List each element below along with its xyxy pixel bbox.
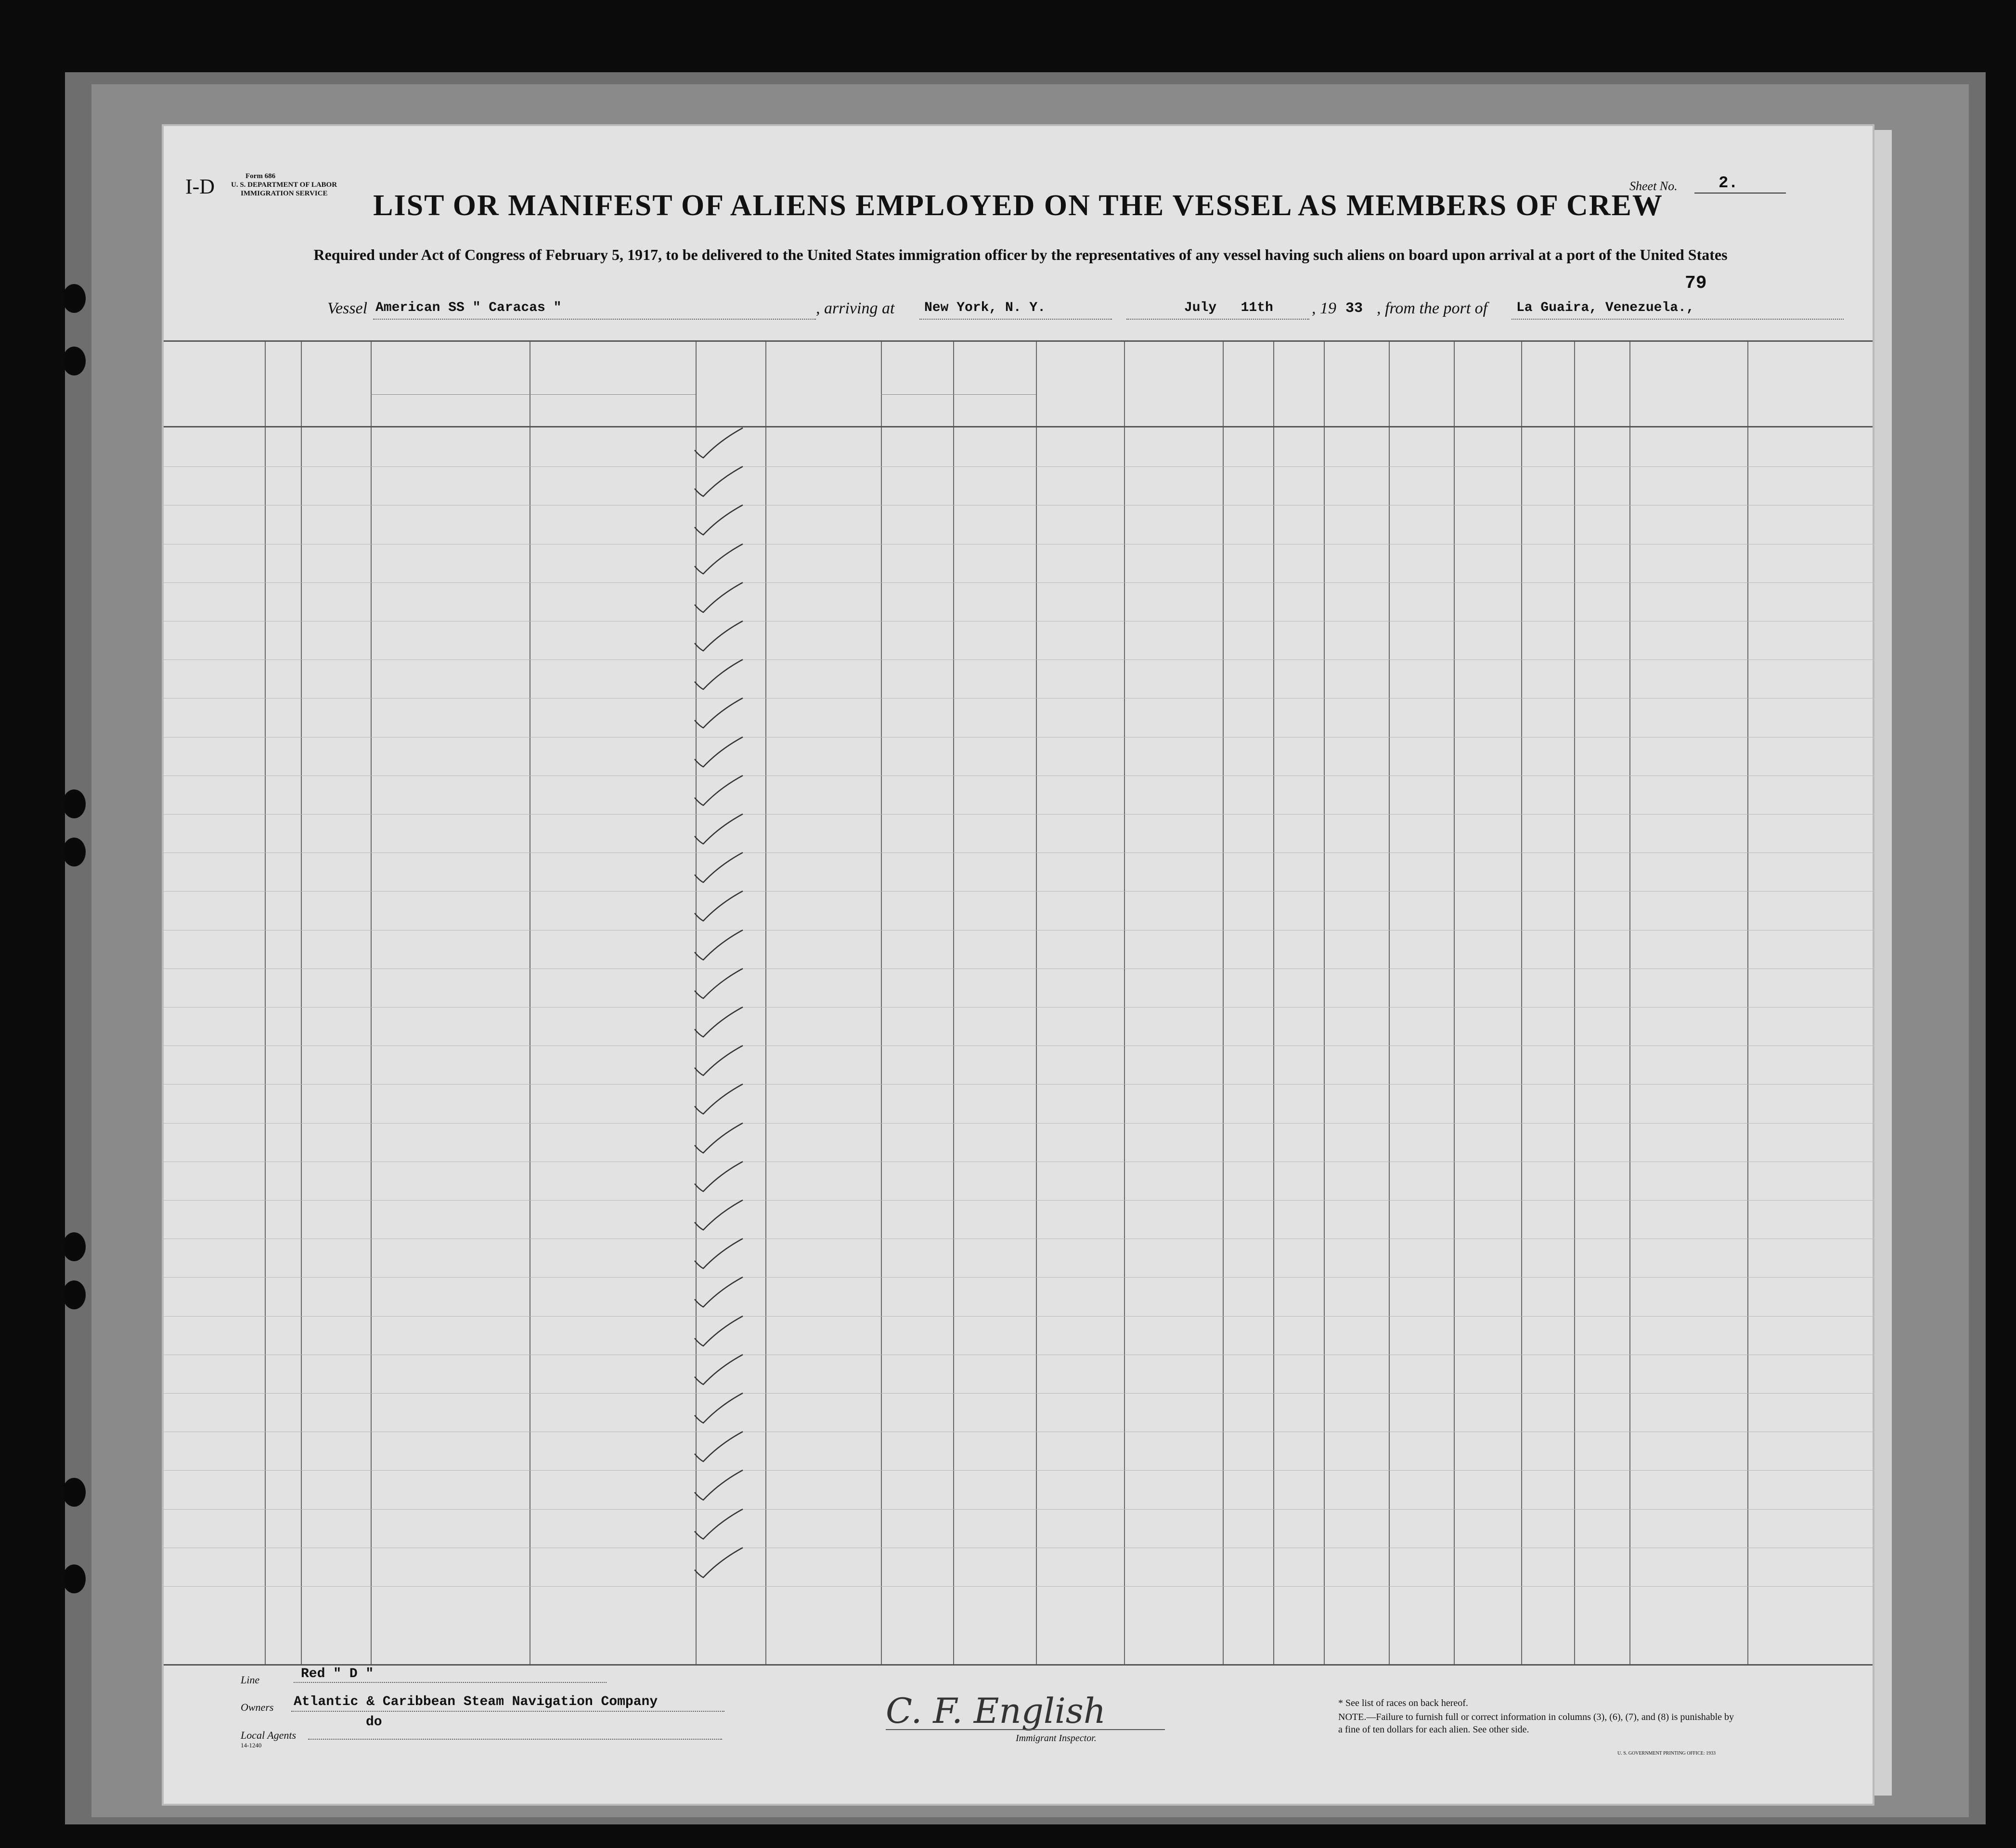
page-subtitle: Required under Act of Congress of February 5, 1917, to be delivered to the United States immigration officer by the representatives of any vessel having such aliens on board upon arrival at a port of the United States	[313, 246, 1728, 263]
row-rule	[164, 659, 1873, 660]
binder-hole	[63, 1232, 86, 1261]
column-divider	[301, 340, 302, 1664]
printer-imprint: U. S. GOVERNMENT PRINTING OFFICE: 1933	[1617, 1751, 1716, 1756]
tally-check-icon	[691, 1044, 744, 1077]
signature-underline	[886, 1729, 1165, 1730]
row-rule	[164, 1277, 1873, 1278]
tally-check-icon	[691, 503, 744, 537]
binder-hole	[63, 1564, 86, 1593]
header-bottom-rule	[164, 426, 1873, 427]
inspector-signature: C. F. English	[886, 1691, 1106, 1731]
tally-check-icon	[691, 658, 744, 691]
arriving-label: , arriving at	[816, 299, 895, 317]
tally-check-icon	[691, 696, 744, 730]
sheet-label: Sheet No.	[1629, 179, 1678, 193]
races-note: * See list of races on back hereof.	[1338, 1698, 1468, 1708]
tally-check-icon	[691, 542, 744, 576]
tally-check-icon	[691, 581, 744, 614]
row-rule	[164, 1509, 1873, 1510]
column-divider	[1747, 340, 1748, 1664]
tally-check-icon	[691, 1507, 744, 1541]
owners-label: Owners	[241, 1701, 274, 1713]
form-mark: I-D	[185, 175, 215, 198]
row-rule	[164, 582, 1873, 583]
tally-check-icon	[691, 1275, 744, 1309]
binder-hole	[63, 1280, 86, 1309]
row-rule	[164, 891, 1873, 892]
tally-check-icon	[691, 1468, 744, 1502]
column-divider	[1036, 340, 1037, 1664]
row-rule	[164, 1586, 1873, 1587]
arrival-date: July 11th	[1184, 300, 1273, 315]
tally-check-icon	[691, 1160, 744, 1193]
agents-label: Local Agents	[241, 1729, 297, 1741]
tally-check-icon	[691, 1353, 744, 1386]
owners-value: Atlantic & Caribbean Steam Navigation Company	[294, 1694, 658, 1709]
tally-check-icon	[691, 426, 744, 460]
row-rule	[164, 1123, 1873, 1124]
arriving-underline	[919, 319, 1112, 320]
agents-code: 14-1240	[241, 1742, 262, 1749]
manifest-page	[164, 126, 1873, 1804]
tally-check-icon	[691, 1082, 744, 1116]
row-rule	[164, 775, 1873, 776]
tally-check-icon	[691, 1430, 744, 1463]
header-subdivider	[371, 394, 696, 395]
binder-hole	[63, 838, 86, 866]
tally-check-icon	[691, 1237, 744, 1270]
tally-check-icon	[691, 1391, 744, 1425]
arriving-port: New York, N. Y.	[924, 300, 1046, 315]
form-service: IMMIGRATION SERVICE	[241, 190, 328, 197]
column-divider	[1223, 340, 1224, 1664]
row-rule	[164, 1007, 1873, 1008]
column-divider	[1454, 340, 1455, 1664]
row-rule	[164, 466, 1873, 467]
binder-hole	[63, 1478, 86, 1507]
column-divider	[696, 340, 697, 1664]
row-rule	[164, 1470, 1873, 1471]
tally-check-icon	[691, 465, 744, 498]
line-underline	[294, 1682, 607, 1683]
from-underline	[1512, 319, 1844, 320]
vessel-name: American SS " Caracas "	[375, 300, 562, 315]
line-label: Line	[241, 1674, 260, 1686]
date-underline	[1126, 319, 1309, 320]
line-value: Red " D "	[301, 1667, 374, 1681]
column-divider	[1389, 340, 1390, 1664]
binder-hole	[63, 284, 86, 313]
sheet-number: 2.	[1719, 174, 1738, 193]
vessel-underline	[373, 319, 816, 320]
table-bottom-rule	[164, 1664, 1873, 1666]
tally-check-icon	[691, 889, 744, 923]
from-port: La Guaira, Venezuela.,	[1516, 300, 1694, 315]
vessel-label: Vessel	[327, 299, 368, 317]
row-rule	[164, 1200, 1873, 1201]
tally-check-icon	[691, 1546, 744, 1579]
column-divider	[1574, 340, 1575, 1664]
row-rule	[164, 1084, 1873, 1085]
form-dept: U. S. DEPARTMENT OF LABOR	[231, 181, 337, 189]
column-divider	[765, 340, 766, 1664]
owners-underline	[291, 1711, 724, 1712]
column-divider	[1273, 340, 1274, 1664]
tally-check-icon	[691, 851, 744, 884]
tally-check-icon	[691, 735, 744, 769]
tally-check-icon	[691, 1198, 744, 1232]
crew-table	[164, 340, 1873, 1664]
tally-check-icon	[691, 967, 744, 1000]
column-divider	[1124, 340, 1125, 1664]
form-number: Form 686	[246, 172, 276, 180]
column-divider	[953, 340, 954, 1664]
row-rule	[164, 1316, 1873, 1317]
from-label: , from the port of	[1377, 299, 1488, 317]
arrival-year: 33	[1345, 300, 1363, 317]
column-divider	[1521, 340, 1522, 1664]
tally-check-icon	[691, 1005, 744, 1039]
row-rule	[164, 1393, 1873, 1394]
column-divider	[1629, 340, 1630, 1664]
header-subdivider	[881, 394, 1036, 395]
penalty-note: NOTE.—Failure to furnish full or correct information in columns (3), (6), (7), and (8) is punishable by a fine of ten dollars for each alien. See other side.	[1338, 1712, 1734, 1735]
year-prefix: , 19	[1312, 299, 1336, 317]
agents-underline	[308, 1739, 722, 1740]
tally-check-icon	[691, 928, 744, 962]
column-divider	[371, 340, 372, 1664]
binder-hole	[63, 347, 86, 375]
inspector-label: Immigrant Inspector.	[1016, 1733, 1097, 1744]
binder-hole	[63, 789, 86, 818]
page-title: LIST OR MANIFEST OF ALIENS EMPLOYED ON THE VESSEL AS MEMBERS OF CREW	[373, 189, 1663, 222]
tally-check-icon	[691, 1314, 744, 1348]
paper-edge	[1873, 130, 1892, 1796]
column-divider	[265, 340, 266, 1664]
tally-check-icon	[691, 619, 744, 653]
column-divider	[881, 340, 882, 1664]
agents-value: do	[366, 1715, 382, 1730]
tally-check-icon	[691, 774, 744, 807]
column-divider	[1324, 340, 1325, 1664]
table-top-rule	[164, 340, 1873, 342]
tally-check-icon	[691, 812, 744, 846]
tally-check-icon	[691, 1121, 744, 1155]
stamp-number: 79	[1685, 273, 1707, 294]
